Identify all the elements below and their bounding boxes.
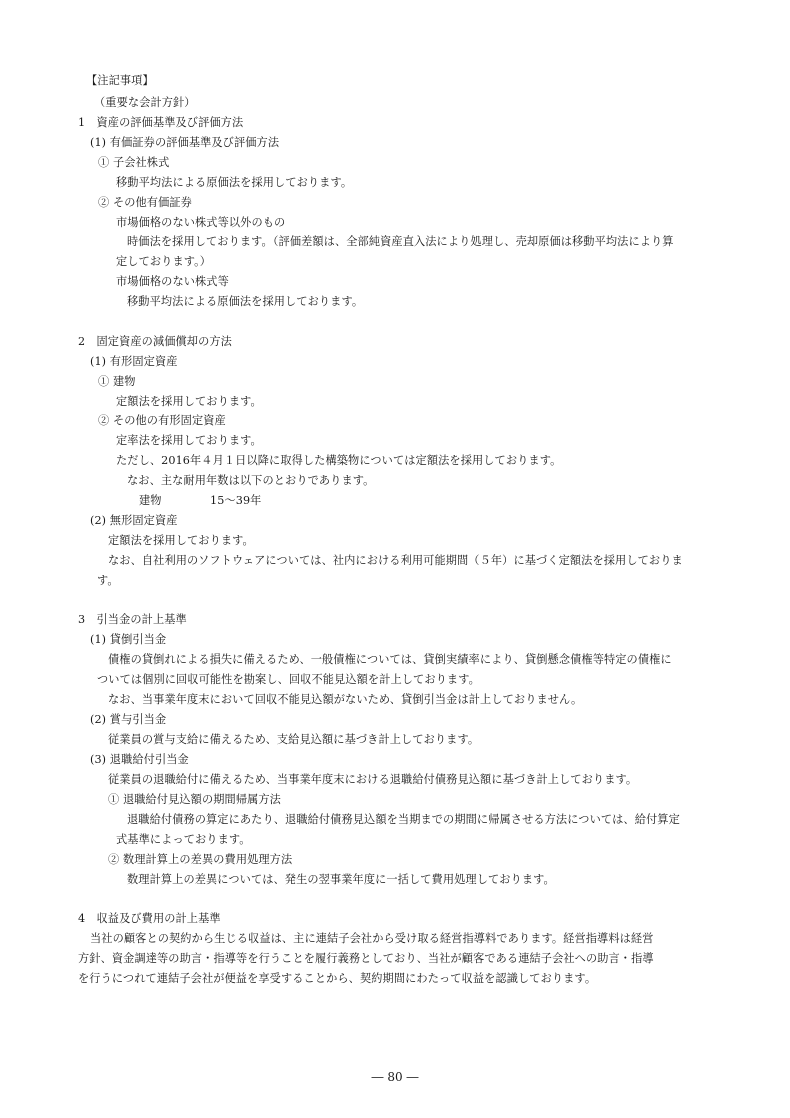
section-3-1-text-3: なお、当事業年度末において回収不能見込額がないため、貸倒引当金は計上しておりません。 [108, 693, 583, 706]
section-1-title: 1 資産の評価基準及び評価方法 [78, 116, 244, 129]
section-1-1-item2-a-title: 市場価格のない株式等以外のもの [116, 216, 286, 229]
notes-heading: 【注記事項】 [86, 74, 154, 87]
section-3-3-item1-title: ① 退職給付見込額の期間帰属方法 [108, 793, 281, 806]
section-3-1-text-2: ついては個別に回収可能性を勘案し、回収不能見込額を計上しております。 [97, 673, 480, 686]
section-4-text-1: 当社の顧客との契約から生じる収益は、主に連結子会社から受け取る経営指導料であります。経営指導料は経営 [90, 932, 654, 945]
section-2-1-title: (1) 有形固定資産 [90, 355, 178, 368]
section-3-title: 3 引当金の計上基準 [78, 613, 187, 626]
section-3-2-title: (2) 賞与引当金 [90, 713, 167, 726]
section-2-1-item2-text-3: なお、主な耐用年数は以下のとおりであります。 [127, 474, 375, 487]
section-1-1-item2-b-title: 市場価格のない株式等 [116, 275, 229, 288]
section-3-3-title: (3) 退職給付引当金 [90, 753, 189, 766]
section-3-1-text-1: 債権の貸倒れによる損失に備えるため、一般債権については、貸倒実績率により、貸倒懸念債権等特定の債権に [108, 653, 672, 666]
section-1-1-item2-title: ② その他有価証券 [98, 196, 192, 209]
section-3-3-item2-text: 数理計算上の差異については、発生の翌事業年度に一括して費用処理しております。 [127, 873, 555, 886]
section-3-2-text: 従業員の賞与支給に備えるため、支給見込額に基づき計上しております。 [108, 733, 480, 746]
section-2-2-text-2: なお、自社利用のソフトウェアについては、社内における利用可能期間（５年）に基づく定額法を採用しておりま [108, 554, 683, 567]
section-4-text-2: 方針、資金調達等の助言・指導等を行うことを履行義務としており、当社が顧客である連結子会社への助言・指導 [78, 952, 654, 965]
section-1-1-item2-a-text-2: 定しております。） [116, 255, 212, 268]
section-4-title: 4 収益及び費用の計上基準 [78, 912, 221, 925]
section-1-1-item1-text: 移動平均法による原価法を採用しております。 [116, 176, 353, 189]
section-3-3-item1-text-2: 式基準によっております。 [116, 833, 251, 846]
section-2-1-item2-text-2: ただし、2016年４月１日以降に取得した構築物については定額法を採用しております。 [116, 454, 562, 467]
notes-subheading: （重要な会計方針） [94, 96, 196, 109]
section-1-1-item2-b-text: 移動平均法による原価法を採用しております。 [127, 295, 364, 308]
section-1-1-item1-title: ① 子会社株式 [98, 156, 170, 169]
section-3-3-item2-title: ② 数理計算上の差異の費用処理方法 [108, 853, 293, 866]
section-2-2-text-3: す。 [97, 574, 119, 587]
section-3-3-text: 従業員の退職給付に備えるため、当事業年度末における退職給付債務見込額に基づき計上しております。 [108, 773, 638, 786]
section-1-1-item2-a-text-1: 時価法を採用しております。（評価差額は、全部純資産直入法により処理し、売却原価は移動平均法により算 [127, 235, 674, 248]
section-2-2-title: (2) 無形固定資産 [90, 514, 178, 527]
section-3-1-title: (1) 貸倒引当金 [90, 633, 167, 646]
section-2-title: 2 固定資産の減価償却の方法 [78, 335, 232, 348]
section-2-1-item2-text-1: 定率法を採用しております。 [116, 434, 262, 447]
useful-life-value: 15～39年 [210, 494, 262, 507]
section-2-1-item1-title: ① 建物 [98, 375, 136, 388]
section-2-2-text-1: 定額法を採用しております。 [108, 534, 254, 547]
section-3-3-item1-text-1: 退職給付債務の算定にあたり、退職給付債務見込額を当期までの期間に帰属させる方法については、給付算定 [127, 813, 680, 826]
useful-life-label: 建物 [139, 494, 162, 507]
section-2-1-item2-title: ② その他の有形固定資産 [98, 414, 226, 427]
page-number: ― 80 ― [371, 1070, 419, 1084]
section-1-1-title: (1) 有価証券の評価基準及び評価方法 [90, 136, 280, 149]
section-2-1-item1-text: 定額法を採用しております。 [116, 395, 262, 408]
section-4-text-3: を行うにつれて連結子会社が便益を享受することから、契約期間にわたって収益を認識しております。 [78, 972, 597, 985]
